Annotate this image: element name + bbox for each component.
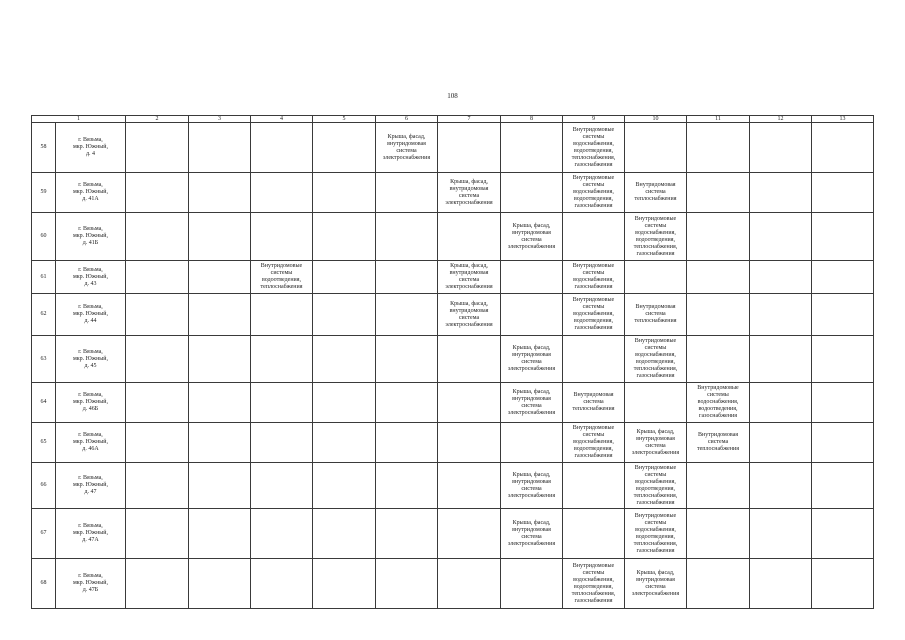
work-cell [189, 559, 251, 609]
work-cell [376, 173, 438, 213]
work-cell [189, 423, 251, 463]
work-cell [438, 423, 501, 463]
work-cell [812, 336, 874, 383]
address-cell: г. Вязьма, мкр. Южный, д. 46А [56, 423, 126, 463]
work-cell: Внутридомовые системы водоснабжения, водоотведения, газоснабжения [563, 294, 625, 336]
work-cell [812, 213, 874, 261]
work-cell [438, 559, 501, 609]
table-row [32, 123, 874, 173]
work-cell [313, 213, 376, 261]
work-cell [438, 336, 501, 383]
row-number-cell: 59 [32, 173, 56, 213]
column-number: 2 [126, 116, 189, 123]
work-cell [687, 173, 750, 213]
work-cell [501, 559, 563, 609]
row-number-cell: 62 [32, 294, 56, 336]
work-cell [313, 423, 376, 463]
table-row [32, 261, 874, 294]
work-cell [313, 123, 376, 173]
column-number: 6 [376, 116, 438, 123]
work-cell: Крыша, фасад, внутридомовая система электроснабжения [438, 294, 501, 336]
column-number: 4 [251, 116, 313, 123]
table-row [32, 463, 874, 509]
work-cell: Внутридомовые системы водоснабжения, водоотведения, теплоснабжения, газоснабжения [625, 509, 687, 559]
work-cell [501, 173, 563, 213]
work-cell [251, 294, 313, 336]
column-number: 8 [501, 116, 563, 123]
work-cell: Крыша, фасад, внутридомовая система электроснабжения [625, 559, 687, 609]
work-cell [189, 213, 251, 261]
work-cell [189, 294, 251, 336]
table-row [32, 294, 874, 336]
page-number: 108 [447, 92, 458, 100]
work-cell: Внутридомовые системы водоснабжения, водоотведения, теплоснабжения, газоснабжения [563, 123, 625, 173]
work-cell [625, 261, 687, 294]
work-cell [313, 173, 376, 213]
work-cell [189, 173, 251, 213]
work-cell [126, 213, 189, 261]
work-cell [313, 383, 376, 423]
table-row [32, 423, 874, 463]
work-cell [313, 509, 376, 559]
work-cell [189, 509, 251, 559]
work-cell [126, 559, 189, 609]
work-cell [438, 213, 501, 261]
work-cell: Крыша, фасад, внутридомовая система электроснабжения [501, 383, 563, 423]
work-cell [376, 336, 438, 383]
work-cell [687, 336, 750, 383]
work-cell [251, 463, 313, 509]
work-cell [687, 261, 750, 294]
work-cell [376, 423, 438, 463]
work-cell [501, 261, 563, 294]
work-cell: Крыша, фасад, внутридомовая система электроснабжения [376, 123, 438, 173]
work-cell [563, 463, 625, 509]
work-cell: Крыша, фасад, внутридомовая система электроснабжения [501, 509, 563, 559]
work-cell: Внутридомовые системы водоснабжения, водоотведения, теплоснабжения, газоснабжения [625, 463, 687, 509]
work-cell: Внутридомовая система теплоснабжения [625, 294, 687, 336]
column-number: 13 [812, 116, 874, 123]
work-cell [501, 294, 563, 336]
column-number-row [32, 116, 874, 123]
work-cell [313, 463, 376, 509]
table-row [32, 383, 874, 423]
row-number-cell: 63 [32, 336, 56, 383]
work-cell [625, 383, 687, 423]
work-cell [251, 559, 313, 609]
row-number-cell: 66 [32, 463, 56, 509]
work-cell [126, 509, 189, 559]
work-cell: Внутридомовые системы водоснабжения, водоотведения, теплоснабжения, газоснабжения [625, 213, 687, 261]
work-cell [313, 294, 376, 336]
work-cell [750, 294, 812, 336]
work-cell [251, 173, 313, 213]
work-cell [687, 463, 750, 509]
work-cell [501, 423, 563, 463]
work-cell [189, 336, 251, 383]
work-cell [376, 383, 438, 423]
row-number-cell: 65 [32, 423, 56, 463]
work-cell: Крыша, фасад, внутридомовая система электроснабжения [438, 173, 501, 213]
work-cell [687, 213, 750, 261]
column-number: 9 [563, 116, 625, 123]
work-cell: Крыша, фасад, внутридомовая система электроснабжения [501, 336, 563, 383]
work-cell: Внутридомовые системы водоснабжения, водоотведения, теплоснабжения, газоснабжения [563, 559, 625, 609]
table-row [32, 336, 874, 383]
work-cell [812, 383, 874, 423]
work-cell [750, 261, 812, 294]
work-cell [251, 423, 313, 463]
column-number: 1 [32, 116, 126, 123]
column-number: 5 [313, 116, 376, 123]
work-cell [189, 261, 251, 294]
work-cell: Внутридомовая система теплоснабжения [687, 423, 750, 463]
work-cell [189, 383, 251, 423]
works-table [31, 115, 874, 609]
work-cell [750, 559, 812, 609]
table-row [32, 559, 874, 609]
work-cell [126, 261, 189, 294]
work-cell [750, 423, 812, 463]
work-cell [251, 383, 313, 423]
row-number-cell: 64 [32, 383, 56, 423]
work-cell [126, 336, 189, 383]
column-number: 10 [625, 116, 687, 123]
address-cell: г. Вязьма, мкр. Южный, д. 41А [56, 173, 126, 213]
address-cell: г. Вязьма, мкр. Южный, д. 41Б [56, 213, 126, 261]
work-cell [313, 559, 376, 609]
table-row [32, 213, 874, 261]
work-cell [750, 173, 812, 213]
work-cell [687, 509, 750, 559]
work-cell [812, 123, 874, 173]
table-row [32, 173, 874, 213]
address-cell: г. Вязьма, мкр. Южный, д. 4 [56, 123, 126, 173]
table-body [32, 123, 874, 609]
work-cell [563, 509, 625, 559]
table-row [32, 509, 874, 559]
work-cell [313, 336, 376, 383]
address-cell: г. Вязьма, мкр. Южный, д. 46Б [56, 383, 126, 423]
address-cell: г. Вязьма, мкр. Южный, д. 45 [56, 336, 126, 383]
work-cell [501, 123, 563, 173]
work-cell [438, 463, 501, 509]
row-number-cell: 68 [32, 559, 56, 609]
work-cell [750, 213, 812, 261]
column-number: 12 [750, 116, 812, 123]
work-cell: Внутридомовые системы водоснабжения, водоотведения, теплоснабжения, газоснабжения [625, 336, 687, 383]
work-cell [126, 173, 189, 213]
work-cell [812, 509, 874, 559]
work-cell [376, 559, 438, 609]
address-cell: г. Вязьма, мкр. Южный, д. 47Б [56, 559, 126, 609]
work-cell: Внутридомовая система теплоснабжения [563, 383, 625, 423]
work-cell [563, 336, 625, 383]
work-cell [687, 123, 750, 173]
work-cell [126, 294, 189, 336]
work-cell [750, 509, 812, 559]
work-cell: Крыша, фасад, внутридомовая система электроснабжения [438, 261, 501, 294]
work-cell [812, 173, 874, 213]
row-number-cell: 60 [32, 213, 56, 261]
work-cell [812, 559, 874, 609]
work-cell [438, 383, 501, 423]
work-cell: Крыша, фасад, внутридомовая система электроснабжения [501, 213, 563, 261]
work-cell [687, 294, 750, 336]
work-cell [750, 463, 812, 509]
work-cell [126, 423, 189, 463]
row-number-cell: 61 [32, 261, 56, 294]
work-cell [251, 123, 313, 173]
work-cell [438, 509, 501, 559]
work-cell: Внутридомовые системы водоснабжения, газоснабжения [563, 261, 625, 294]
work-cell [189, 123, 251, 173]
work-cell [376, 509, 438, 559]
work-cell [376, 294, 438, 336]
work-cell: Крыша, фасад, внутридомовая система электроснабжения [625, 423, 687, 463]
work-cell [251, 213, 313, 261]
work-cell [126, 383, 189, 423]
work-cell [376, 463, 438, 509]
table-header [32, 116, 874, 123]
work-cell [812, 423, 874, 463]
work-cell [750, 123, 812, 173]
column-number: 3 [189, 116, 251, 123]
work-cell [126, 123, 189, 173]
row-number-cell: 67 [32, 509, 56, 559]
work-cell [687, 559, 750, 609]
work-cell: Внутридомовые системы водоснабжения, водоотведения, газоснабжения [563, 173, 625, 213]
column-number: 7 [438, 116, 501, 123]
work-cell [750, 336, 812, 383]
address-cell: г. Вязьма, мкр. Южный, д. 47А [56, 509, 126, 559]
work-cell [376, 261, 438, 294]
work-cell [625, 123, 687, 173]
work-cell: Внутридомовые системы водоотведения, теплоснабжения [251, 261, 313, 294]
work-cell [189, 463, 251, 509]
address-cell: г. Вязьма, мкр. Южный, д. 47 [56, 463, 126, 509]
work-cell [438, 123, 501, 173]
row-number-cell: 58 [32, 123, 56, 173]
work-cell: Внутридомовая система теплоснабжения [625, 173, 687, 213]
work-cell [563, 213, 625, 261]
work-cell [376, 213, 438, 261]
work-cell [750, 383, 812, 423]
work-cell [812, 463, 874, 509]
work-cell: Внутридомовые системы водоснабжения, водоотведения, газоснабжения [687, 383, 750, 423]
work-cell [251, 509, 313, 559]
work-cell [812, 261, 874, 294]
address-cell: г. Вязьма, мкр. Южный, д. 43 [56, 261, 126, 294]
work-cell [313, 261, 376, 294]
work-cell [126, 463, 189, 509]
work-cell [251, 336, 313, 383]
column-number: 11 [687, 116, 750, 123]
work-cell: Внутридомовые системы водоснабжения, водоотведения, газоснабжения [563, 423, 625, 463]
work-cell: Крыша, фасад, внутридомовая система электроснабжения [501, 463, 563, 509]
work-cell [812, 294, 874, 336]
address-cell: г. Вязьма, мкр. Южный, д. 44 [56, 294, 126, 336]
